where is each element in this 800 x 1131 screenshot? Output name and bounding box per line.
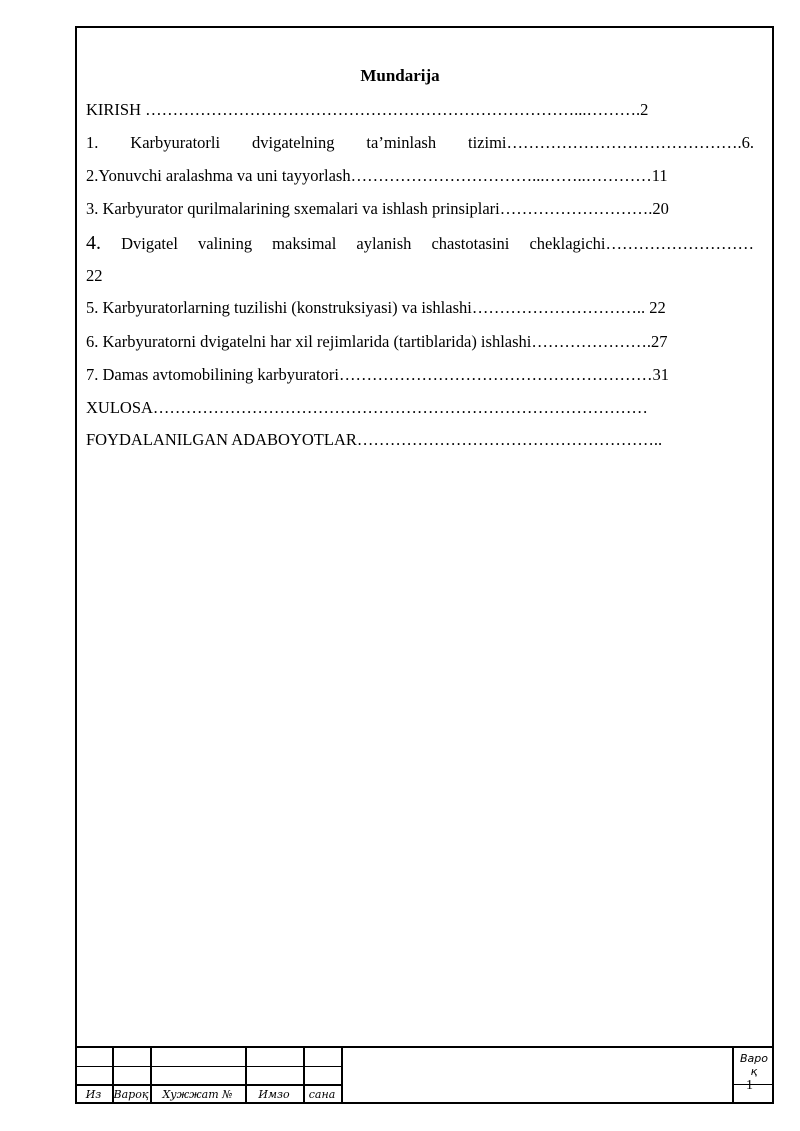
- stamp-sheet-label: [734, 1052, 774, 1078]
- stamp-sheet-label-line1: Варо: [740, 1052, 768, 1065]
- stamp-sheet-label-line2: қ: [750, 1065, 758, 1078]
- stamp-label-hujjat: Хужжат №: [162, 1088, 233, 1101]
- toc-entry-xulosa: XULOSA………………………………………………………………………………: [86, 398, 648, 417]
- stamp-divider: [341, 1048, 343, 1104]
- toc-entry-4-text: Dvigatel valining maksimal aylanish chastotasini cheklagichi………………………: [121, 234, 755, 253]
- toc-entry-kirish: KIRISH ……………………………………………………………………...……….2: [86, 100, 649, 119]
- page-frame: [75, 26, 774, 1104]
- stamp-label-sana: сана: [308, 1088, 336, 1101]
- stamp-row-line: [75, 1066, 341, 1067]
- title-block-stamp: [75, 1046, 774, 1104]
- document-title: Mundarija: [360, 66, 440, 85]
- stamp-label-iz: Из: [85, 1088, 102, 1101]
- stamp-label-varoq: Вароқ: [113, 1088, 149, 1101]
- toc-entry-4-number: 4.: [86, 232, 101, 254]
- toc-entry-3: 3. Karbyurator qurilmalarining sxemalari va ishlash prinsiplari……………………….20: [86, 199, 669, 218]
- toc-entry-7: 7. Damas avtomobilining karbyuratori…………………………………………………31: [86, 365, 669, 384]
- toc-entry-2: 2.Yonuvchi aralashma va uni tayyorlash……………………………...……..…………11: [86, 166, 668, 185]
- toc-entry-5: 5. Karbyuratorlarning tuzilishi (konstruksiyasi) va ishlashi………………………….. 22: [86, 298, 666, 317]
- toc-entry-6: 6. Karbyuratorni dvigatelni har xil rejimlarida (tartiblarida) ishlashi………………….27: [86, 332, 668, 351]
- toc-entry-4-page: 22: [86, 266, 103, 285]
- toc-entry-foydalanilgan: FOYDALANILGAN ADABOYOTLAR………………………………………………..: [86, 430, 663, 449]
- stamp-row-line: [75, 1084, 341, 1086]
- stamp-sheet-number: 1: [746, 1078, 753, 1093]
- stamp-row-line: [732, 1084, 774, 1085]
- toc-entry-4: [86, 233, 754, 254]
- toc-entry-1: 1. Karbyuratorli dvigatelning ta’minlash tizimi…………………………………….6.: [86, 133, 754, 152]
- stamp-label-imzo: Имзо: [258, 1088, 290, 1101]
